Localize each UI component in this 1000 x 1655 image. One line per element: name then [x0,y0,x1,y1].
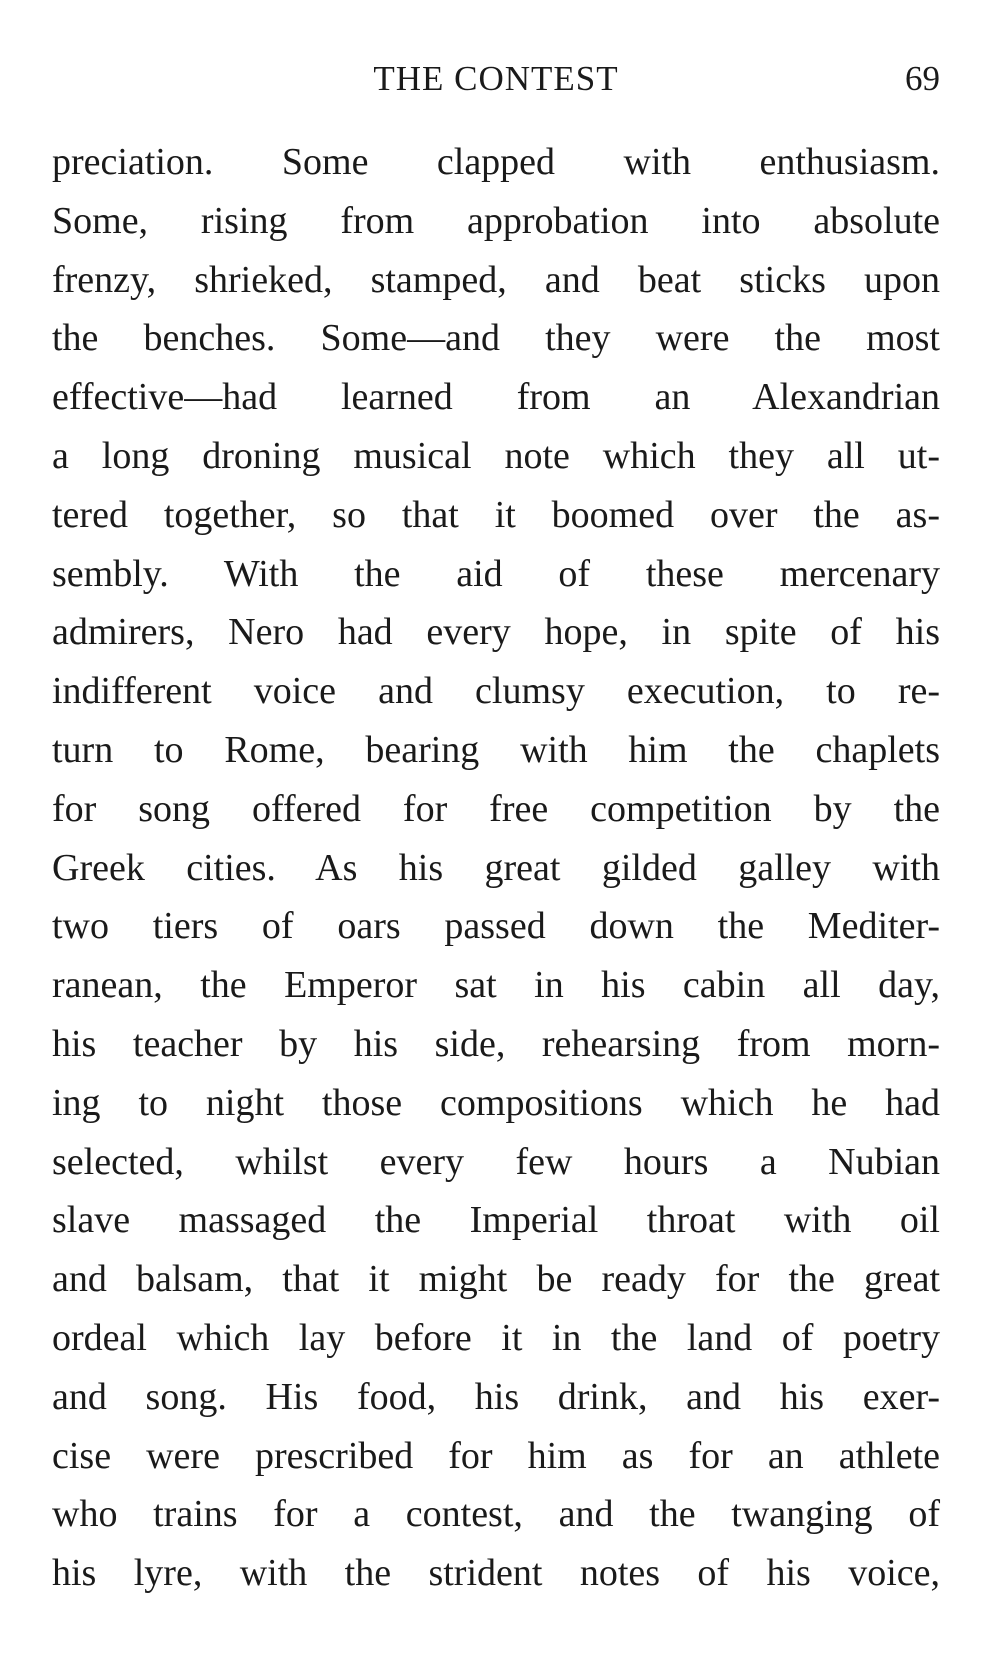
text-line: admirers, Nero had every hope, in spite of his [52,611,940,654]
text-line: ordeal which lay before it in the land of poetry [52,1316,940,1359]
page-number: 69 [905,59,940,98]
text-line: turn to Rome, bearing with him the chaplets [52,728,940,771]
text-line: Some, rising from approbation into absolute [52,199,940,242]
text-line: indifferent voice and clumsy execution, to re- [52,670,940,713]
text-line: slave massaged the Imperial throat with oil [52,1199,940,1242]
text-line: frenzy, shrieked, stamped, and beat sticks upon [52,258,940,301]
text-line: sembly. With the aid of these mercenary [52,552,940,595]
text-line: for song offered for free competition by the [52,787,940,830]
text-line: and balsam, that it might be ready for the great [52,1258,940,1301]
text-line: preciation. Some clapped with enthusiasm. [52,141,940,183]
page-header [52,54,940,104]
text-line: selected, whilst every few hours a Nubian [52,1140,940,1183]
text-line: and song. His food, his drink, and his exer- [52,1375,940,1418]
text-line: effective—had learned from an Alexandrian [52,376,940,419]
text-line: tered together, so that it boomed over the as- [52,493,940,536]
text-line: a long droning musical note which they all ut- [52,434,940,477]
text-line: ing to night those compositions which he had [52,1081,940,1124]
text-line: his teacher by his side, rehearsing from morn- [52,1022,940,1065]
running-head: THE CONTEST [373,59,619,98]
text-line: Greek cities. As his great gilded galley with [52,846,940,889]
body-text [52,133,940,1603]
text-line: cise were prescribed for him as for an athlete [52,1434,940,1477]
text-line: two tiers of oars passed down the Mediter- [52,905,940,948]
text-line: his lyre, with the strident notes of his voice, [52,1552,940,1595]
text-line: the benches. Some—and they were the most [52,317,940,360]
text-line: who trains for a contest, and the twanging of [52,1493,940,1536]
text-line: ranean, the Emperor sat in his cabin all day, [52,964,940,1007]
